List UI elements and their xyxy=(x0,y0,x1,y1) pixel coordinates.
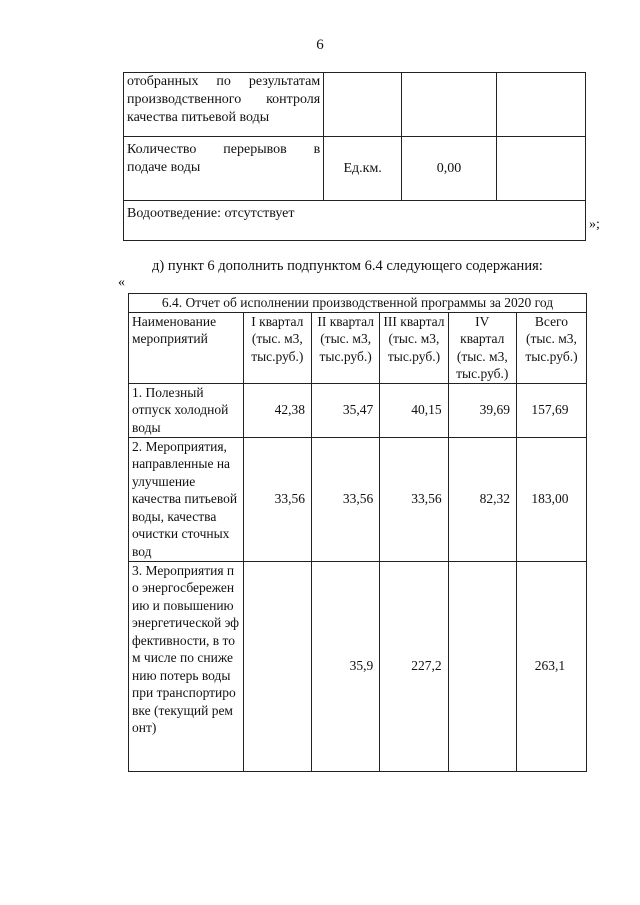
table-cell-wastewater: Водоотведение: отсутствует xyxy=(124,201,586,241)
closing-quote-mark: »; xyxy=(589,217,600,232)
cell-q3: 33,56 xyxy=(380,437,448,561)
cell-q3: 227,2 xyxy=(380,561,448,771)
cell-text-line: Количество перерывов в xyxy=(127,142,321,157)
cell-total: 157,69 xyxy=(516,383,586,437)
table-caption-row xyxy=(129,294,587,313)
column-header: IV квартал (тыс. м3, тыс.руб.) xyxy=(448,312,516,383)
table-header-row xyxy=(129,312,587,383)
amendment-paragraph: д) пункт 6 дополнить подпунктом 6.4 следующего содержания: xyxy=(152,258,543,274)
column-header: Наименование мероприятий xyxy=(129,312,244,383)
table-cell-description xyxy=(124,137,324,201)
row-name: 3. Мероприятия по энергосбережению и повышению энергетической эффективности, в том числе по снижению потерь воды при транспортировке (текущий ремонт) xyxy=(129,561,244,771)
row-name: 2. Мероприятия, направленные на улучшение качества питьевой воды, качества очистки сточных вод xyxy=(129,437,244,561)
cell-q4 xyxy=(448,561,516,771)
cell-q1: 42,38 xyxy=(243,383,311,437)
table-cell-value: 0,00 xyxy=(402,137,497,201)
report-table xyxy=(128,293,587,772)
table-row xyxy=(124,137,586,201)
cell-q4: 39,69 xyxy=(448,383,516,437)
cell-text-line: подаче воды xyxy=(127,160,201,175)
cell-q2: 35,9 xyxy=(311,561,379,771)
table-cell xyxy=(402,73,497,137)
column-header: Всего (тыс. м3, тыс.руб.) xyxy=(516,312,586,383)
cell-text-line: производственного контроля xyxy=(127,92,321,107)
table-row xyxy=(129,383,587,437)
cell-q3: 40,15 xyxy=(380,383,448,437)
cell-q2: 35,47 xyxy=(311,383,379,437)
top-table xyxy=(123,72,586,241)
opening-quote-mark: « xyxy=(118,275,125,290)
table-row xyxy=(129,437,587,561)
table-cell-description xyxy=(124,73,324,137)
cell-total: 183,00 xyxy=(516,437,586,561)
table-cell xyxy=(496,73,585,137)
column-header: I квартал (тыс. м3, тыс.руб.) xyxy=(243,312,311,383)
cell-q4: 82,32 xyxy=(448,437,516,561)
cell-q2: 33,56 xyxy=(311,437,379,561)
page-number: 6 xyxy=(316,37,324,53)
row-name: 1. Полезный отпуск холодной воды xyxy=(129,383,244,437)
cell-q1: 33,56 xyxy=(243,437,311,561)
cell-q1 xyxy=(243,561,311,771)
table-row xyxy=(124,73,586,137)
table-row xyxy=(129,561,587,771)
table-cell xyxy=(324,73,402,137)
table-cell xyxy=(496,137,585,201)
table-caption: 6.4. Отчет об исполнении производственной программы за 2020 год xyxy=(129,294,587,313)
column-header: III квартал (тыс. м3, тыс.руб.) xyxy=(380,312,448,383)
cell-text-line: отобранных по результатам xyxy=(127,74,321,89)
table-cell-unit: Ед.км. xyxy=(324,137,402,201)
column-header: II квартал (тыс. м3, тыс.руб.) xyxy=(311,312,379,383)
cell-text-line: качества питьевой воды xyxy=(127,110,270,125)
cell-total: 263,1 xyxy=(516,561,586,771)
table-row xyxy=(124,201,586,241)
